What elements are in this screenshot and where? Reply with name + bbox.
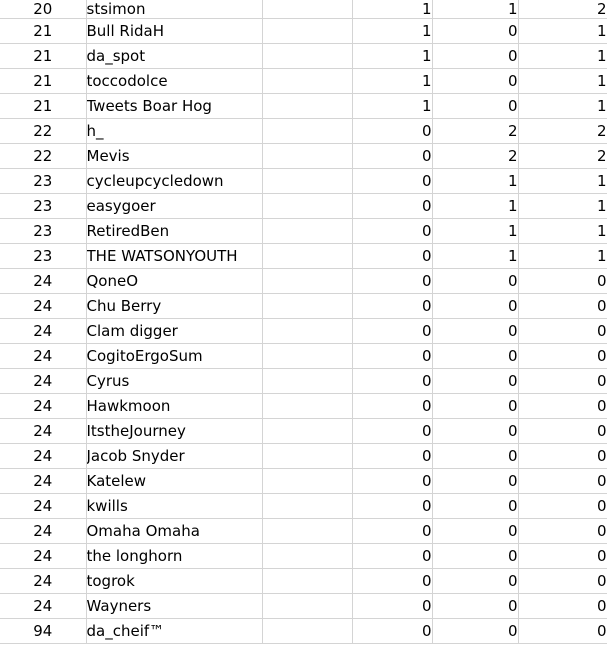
value-cell-2[interactable]: 0	[432, 394, 518, 419]
value-cell-1[interactable]: 0	[352, 594, 432, 619]
name-cell[interactable]: Chu Berry	[86, 294, 262, 319]
rank-cell[interactable]: 21	[0, 19, 86, 44]
value-cell-2[interactable]: 0	[432, 569, 518, 594]
table-row	[0, 444, 607, 469]
value-cell-3[interactable]: 1	[518, 219, 607, 244]
value-cell-3[interactable]: 0	[518, 269, 607, 294]
empty-cell[interactable]	[262, 244, 352, 269]
table-row	[0, 569, 607, 594]
value-cell-3[interactable]: 0	[518, 569, 607, 594]
name-cell[interactable]: Jacob Snyder	[86, 444, 262, 469]
table-row	[0, 69, 607, 94]
value-cell-3[interactable]: 1	[518, 94, 607, 119]
name-cell[interactable]: THE WATSONYOUTH	[86, 244, 262, 269]
value-cell-3[interactable]: 1	[518, 44, 607, 69]
value-cell-3[interactable]: 2	[518, 144, 607, 169]
rank-cell[interactable]: 24	[0, 344, 86, 369]
value-cell-2[interactable]: 0	[432, 444, 518, 469]
value-cell-1[interactable]: 0	[352, 194, 432, 219]
rank-cell[interactable]: 24	[0, 369, 86, 394]
value-cell-2[interactable]: 2	[432, 144, 518, 169]
table-row	[0, 194, 607, 219]
rank-cell[interactable]: 21	[0, 69, 86, 94]
empty-cell[interactable]	[262, 219, 352, 244]
rank-cell[interactable]: 24	[0, 394, 86, 419]
value-cell-3[interactable]: 0	[518, 369, 607, 394]
rank-cell[interactable]: 24	[0, 469, 86, 494]
rank-cell[interactable]: 24	[0, 419, 86, 444]
value-cell-3[interactable]: 0	[518, 519, 607, 544]
empty-cell[interactable]	[262, 169, 352, 194]
rank-cell[interactable]: 23	[0, 244, 86, 269]
empty-cell[interactable]	[262, 19, 352, 44]
rank-cell[interactable]: 21	[0, 44, 86, 69]
value-cell-2[interactable]: 0	[432, 369, 518, 394]
table-row	[0, 419, 607, 444]
name-cell[interactable]: easygoer	[86, 194, 262, 219]
rank-cell[interactable]: 24	[0, 319, 86, 344]
value-cell-2[interactable]: 0	[432, 94, 518, 119]
value-cell-2[interactable]: 1	[432, 244, 518, 269]
value-cell-1[interactable]: 0	[352, 444, 432, 469]
value-cell-1[interactable]: 0	[352, 169, 432, 194]
empty-cell[interactable]	[262, 119, 352, 144]
table-row	[0, 469, 607, 494]
value-cell-3[interactable]: 0	[518, 319, 607, 344]
value-cell-2[interactable]: 0	[432, 269, 518, 294]
name-cell[interactable]: Omaha Omaha	[86, 519, 262, 544]
value-cell-1[interactable]: 0	[352, 619, 432, 644]
empty-cell[interactable]	[262, 44, 352, 69]
name-cell[interactable]: Tweets Boar Hog	[86, 94, 262, 119]
rank-cell[interactable]: 22	[0, 144, 86, 169]
table-row	[0, 44, 607, 69]
value-cell-1[interactable]: 0	[352, 344, 432, 369]
empty-cell[interactable]	[262, 394, 352, 419]
table-row	[0, 544, 607, 569]
empty-cell[interactable]	[262, 194, 352, 219]
empty-cell[interactable]	[262, 544, 352, 569]
empty-cell[interactable]	[262, 144, 352, 169]
table-row	[0, 294, 607, 319]
value-cell-3[interactable]: 0	[518, 444, 607, 469]
value-cell-3[interactable]: 0	[518, 619, 607, 644]
value-cell-1[interactable]: 0	[352, 144, 432, 169]
value-cell-1[interactable]: 1	[352, 69, 432, 94]
value-cell-1[interactable]: 0	[352, 219, 432, 244]
empty-cell[interactable]	[262, 294, 352, 319]
empty-cell[interactable]	[262, 319, 352, 344]
name-cell[interactable]: Clam digger	[86, 319, 262, 344]
value-cell-3[interactable]: 0	[518, 544, 607, 569]
value-cell-3[interactable]: 0	[518, 394, 607, 419]
rank-cell[interactable]: 23	[0, 194, 86, 219]
rank-cell[interactable]: 24	[0, 519, 86, 544]
empty-cell[interactable]	[262, 69, 352, 94]
value-cell-1[interactable]: 0	[352, 569, 432, 594]
value-cell-3[interactable]: 0	[518, 469, 607, 494]
table-row	[0, 369, 607, 394]
value-cell-2[interactable]: 1	[432, 194, 518, 219]
empty-cell[interactable]	[262, 494, 352, 519]
empty-cell[interactable]	[262, 594, 352, 619]
empty-cell[interactable]	[262, 269, 352, 294]
value-cell-2[interactable]: 0	[432, 519, 518, 544]
empty-cell[interactable]	[262, 344, 352, 369]
value-cell-1[interactable]: 0	[352, 269, 432, 294]
rank-cell[interactable]: 24	[0, 494, 86, 519]
value-cell-3[interactable]: 1	[518, 194, 607, 219]
rank-cell[interactable]: 21	[0, 94, 86, 119]
table-row	[0, 0, 607, 19]
rank-cell[interactable]: 23	[0, 219, 86, 244]
value-cell-1[interactable]: 1	[352, 0, 432, 19]
value-cell-1[interactable]: 0	[352, 494, 432, 519]
value-cell-1[interactable]: 1	[352, 19, 432, 44]
value-cell-3[interactable]: 0	[518, 419, 607, 444]
value-cell-2[interactable]: 0	[432, 69, 518, 94]
name-cell[interactable]: Mevis	[86, 144, 262, 169]
rank-cell[interactable]: 24	[0, 444, 86, 469]
name-cell[interactable]: Bull RidaH	[86, 19, 262, 44]
table-row	[0, 319, 607, 344]
name-cell[interactable]: h_	[86, 119, 262, 144]
rank-cell[interactable]: 23	[0, 169, 86, 194]
value-cell-2[interactable]: 0	[432, 19, 518, 44]
value-cell-3[interactable]: 0	[518, 344, 607, 369]
empty-cell[interactable]	[262, 369, 352, 394]
rank-cell[interactable]: 22	[0, 119, 86, 144]
value-cell-1[interactable]: 0	[352, 544, 432, 569]
value-cell-1[interactable]: 0	[352, 119, 432, 144]
value-cell-3[interactable]: 1	[518, 244, 607, 269]
value-cell-2[interactable]: 0	[432, 594, 518, 619]
name-cell[interactable]: QoneO	[86, 269, 262, 294]
value-cell-3[interactable]: 1	[518, 169, 607, 194]
rank-cell[interactable]: 24	[0, 594, 86, 619]
name-cell[interactable]: the longhorn	[86, 544, 262, 569]
table-row	[0, 269, 607, 294]
table-row	[0, 394, 607, 419]
rank-cell[interactable]: 94	[0, 619, 86, 644]
value-cell-3[interactable]: 2	[518, 119, 607, 144]
rank-cell[interactable]: 24	[0, 569, 86, 594]
table-row	[0, 169, 607, 194]
name-cell[interactable]: da_cheif™	[86, 619, 262, 644]
name-cell[interactable]: Cyrus	[86, 369, 262, 394]
value-cell-1[interactable]: 0	[352, 394, 432, 419]
value-cell-3[interactable]: 2	[518, 0, 607, 19]
name-cell[interactable]: Wayners	[86, 594, 262, 619]
name-cell[interactable]: da_spot	[86, 44, 262, 69]
table-row	[0, 519, 607, 544]
value-cell-1[interactable]: 1	[352, 44, 432, 69]
empty-cell[interactable]	[262, 569, 352, 594]
value-cell-2[interactable]: 0	[432, 44, 518, 69]
name-cell[interactable]: Katelew	[86, 469, 262, 494]
value-cell-2[interactable]: 0	[432, 419, 518, 444]
table-row	[0, 594, 607, 619]
value-cell-3[interactable]: 1	[518, 69, 607, 94]
value-cell-2[interactable]: 1	[432, 219, 518, 244]
value-cell-3[interactable]: 1	[518, 19, 607, 44]
rank-cell[interactable]: 24	[0, 269, 86, 294]
value-cell-1[interactable]: 0	[352, 519, 432, 544]
value-cell-1[interactable]: 0	[352, 294, 432, 319]
value-cell-2[interactable]: 0	[432, 294, 518, 319]
empty-cell[interactable]	[262, 0, 352, 19]
name-cell[interactable]: toccodolce	[86, 69, 262, 94]
empty-cell[interactable]	[262, 619, 352, 644]
value-cell-1[interactable]: 1	[352, 94, 432, 119]
value-cell-2[interactable]: 2	[432, 119, 518, 144]
empty-cell[interactable]	[262, 519, 352, 544]
name-cell[interactable]: Hawkmoon	[86, 394, 262, 419]
value-cell-2[interactable]: 0	[432, 494, 518, 519]
empty-cell[interactable]	[262, 469, 352, 494]
name-cell[interactable]: RetiredBen	[86, 219, 262, 244]
name-cell[interactable]: ItstheJourney	[86, 419, 262, 444]
value-cell-1[interactable]: 0	[352, 419, 432, 444]
rank-cell[interactable]: 24	[0, 544, 86, 569]
empty-cell[interactable]	[262, 444, 352, 469]
value-cell-1[interactable]: 0	[352, 319, 432, 344]
table-row	[0, 144, 607, 169]
value-cell-2[interactable]: 0	[432, 469, 518, 494]
value-cell-2[interactable]: 0	[432, 619, 518, 644]
value-cell-2[interactable]: 0	[432, 319, 518, 344]
name-cell[interactable]: kwills	[86, 494, 262, 519]
value-cell-1[interactable]: 0	[352, 469, 432, 494]
name-cell[interactable]: stsimon	[86, 0, 262, 19]
value-cell-3[interactable]: 0	[518, 594, 607, 619]
table-row	[0, 494, 607, 519]
name-cell[interactable]: CogitoErgoSum	[86, 344, 262, 369]
rank-cell[interactable]: 24	[0, 294, 86, 319]
value-cell-2[interactable]: 1	[432, 169, 518, 194]
value-cell-2[interactable]: 1	[432, 0, 518, 19]
table-row	[0, 619, 607, 644]
value-cell-3[interactable]: 0	[518, 294, 607, 319]
table-row	[0, 119, 607, 144]
table-row	[0, 344, 607, 369]
value-cell-3[interactable]: 0	[518, 494, 607, 519]
name-cell[interactable]: cycleupcycledown	[86, 169, 262, 194]
table-row	[0, 219, 607, 244]
rank-cell[interactable]: 20	[0, 0, 86, 19]
table-row	[0, 244, 607, 269]
value-cell-2[interactable]: 0	[432, 344, 518, 369]
table-row	[0, 19, 607, 44]
empty-cell[interactable]	[262, 419, 352, 444]
table-row	[0, 94, 607, 119]
value-cell-1[interactable]: 0	[352, 369, 432, 394]
name-cell[interactable]: togrok	[86, 569, 262, 594]
empty-cell[interactable]	[262, 94, 352, 119]
value-cell-1[interactable]: 0	[352, 244, 432, 269]
value-cell-2[interactable]: 0	[432, 544, 518, 569]
